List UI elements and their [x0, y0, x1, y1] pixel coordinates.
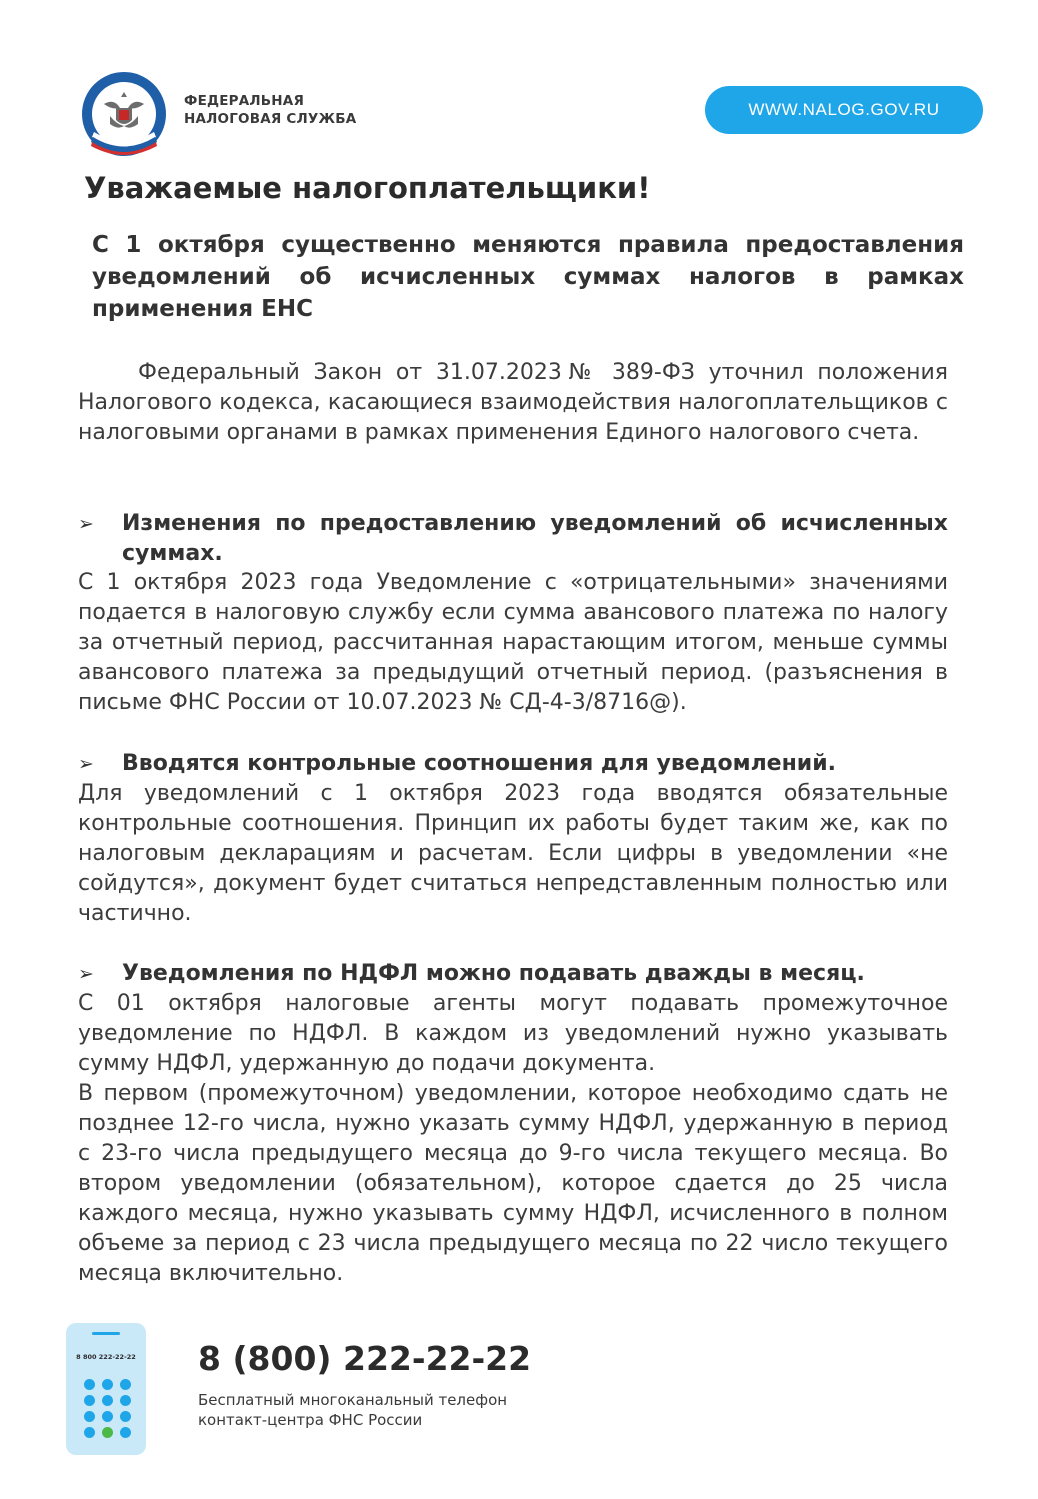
org-name-line2: НАЛОГОВАЯ СЛУЖБА [184, 111, 357, 127]
section-paragraph-3b: В первом (промежуточном) уведомлении, которое необходимо сдать не позднее 12-го числа, нужно указать сумму НДФЛ, удержанную в период с 23-го числа предыдущего месяца до 9-го числа текущего месяца. Во втором уведомлении (обязательном), которое сдается до 25 числа каждого месяца, нужно указывать сумму НДФЛ, исчисленного в полном объеме за период с 23 числа предыдущего месяца по 22 число текущего месяца включительно. [78, 1081, 948, 1286]
phone-speaker-bar [92, 1332, 120, 1335]
keypad-key [102, 1379, 113, 1390]
section-heading-text: Вводятся контрольные соотношения для уведомлений. [122, 751, 836, 776]
hotline-caption-line1: Бесплатный многоканальный телефон [198, 1391, 508, 1409]
section-paragraph-2: Для уведомлений с 1 октября 2023 года вводятся обязательные контрольные соотношения. Принцип их работы будет таким же, как по налоговым декларациям и расчетам. Если цифры в уведомлении «не сойдутся», документ будет считаться непредставленным полностью или частично. [78, 781, 948, 926]
arrow-bullet-icon: ➢ [78, 963, 94, 985]
keypad-key [120, 1427, 131, 1438]
org-name-line1: ФЕДЕРАЛЬНАЯ [184, 93, 305, 109]
section-heading-1 [78, 509, 948, 569]
keypad-key-green [102, 1427, 113, 1438]
keypad-key [120, 1411, 131, 1422]
fns-emblem-icon [80, 70, 168, 158]
keypad-key [84, 1411, 95, 1422]
page-title: Уважаемые налогоплательщики! [84, 171, 651, 205]
keypad-key [120, 1395, 131, 1406]
hotline-phone: 8 (800) 222-22-22 [198, 1339, 532, 1378]
keypad-key [102, 1411, 113, 1422]
site-link-button[interactable]: WWW.NALOG.GOV.RU [705, 86, 983, 134]
page-header [0, 0, 1038, 160]
arrow-bullet-icon: ➢ [78, 753, 94, 775]
phone-card-number: 8 800 222-22-22 [76, 1353, 136, 1361]
hotline-caption [198, 1390, 558, 1430]
arrow-bullet-icon: ➢ [78, 513, 94, 535]
intro-paragraph: Федеральный Закон от 31.07.2023№ 389-ФЗ уточнил положения Налогового кодекса, касающиеся взаимодействия налогоплательщиков с налоговыми органами в рамках применения Единого налогового счета. [78, 360, 948, 445]
phone-keypad-icon [66, 1323, 146, 1455]
section-heading-3 [78, 959, 948, 989]
hotline-caption-line2: контакт-центра ФНС России [198, 1411, 423, 1429]
keypad-key [120, 1379, 131, 1390]
section-heading-text: Уведомления по НДФЛ можно подавать дважды в месяц. [122, 961, 865, 986]
section-heading-text: Изменения по предоставлению уведомлений об исчисленных суммах. [122, 511, 948, 566]
org-name [184, 92, 356, 128]
section-heading-2 [78, 749, 948, 779]
keypad-key [84, 1427, 95, 1438]
keypad-key [84, 1395, 95, 1406]
section-paragraph-3: С 01 октября налоговые агенты могут подавать промежуточное уведомление по НДФЛ. В каждом из уведомлений нужно указывать сумму НДФЛ, удержанную до подачи документа. [78, 991, 948, 1076]
section-paragraph-1: С 1 октября 2023 года Уведомление с «отрицательными» значениями подается в налоговую службу если сумма авансового платежа по налогу за отчетный период, рассчитанная нарастающим итогом, меньше суммы авансового платежа за предыдущий отчетный период. (разъяснения в письме ФНС России от 10.07.2023 № СД-4-3/8716@). [78, 570, 948, 715]
lead-paragraph: С 1 октября существенно меняются правила предоставления уведомлений об исчисленных суммах налогов в рамках применения ЕНС [92, 232, 964, 322]
keypad-key [102, 1395, 113, 1406]
keypad-key [84, 1379, 95, 1390]
